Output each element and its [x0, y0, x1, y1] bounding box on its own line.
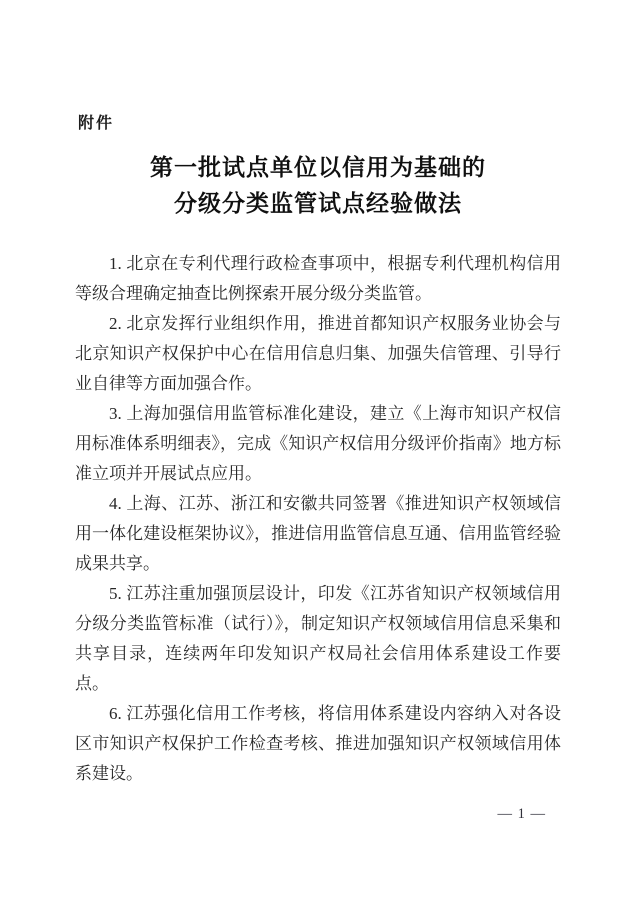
paragraph-5: 5. 江苏注重加强顶层设计，印发《江苏省知识产权领域信用分级分类监管标准（试行）》，制定知识产权领域信用信息采集和共享目录，连续两年印发知识产权局社会信用体系建设工作要点。 [75, 584, 561, 693]
document-title-line-1: 第一批试点单位以信用为基础的 [150, 155, 486, 180]
document-body [75, 249, 561, 789]
paragraph-3: 3. 上海加强信用监管标准化建设，建立《上海市知识产权信用标准体系明细表》，完成《知识产权信用分级评价指南》地方标准立项并开展试点应用。 [75, 404, 561, 483]
page-number: — 1 — [497, 806, 546, 822]
attachment-label: 附件 [78, 115, 115, 132]
paragraph-2: 2. 北京发挥行业组织作用，推进首都知识产权服务业协会与北京知识产权保护中心在信用信息归集、加强失信管理、引导行业自律等方面加强合作。 [75, 314, 561, 393]
paragraph-6: 6. 江苏强化信用工作考核，将信用体系建设内容纳入对各设区市知识产权保护工作检查考核、推进加强知识产权领域信用体系建设。 [75, 704, 561, 783]
document-title [0, 150, 636, 222]
paragraph-1: 1. 北京在专利代理行政检查事项中，根据专利代理机构信用等级合理确定抽查比例探索开展分级分类监管。 [75, 254, 561, 303]
document-title-line-2: 分级分类监管试点经验做法 [174, 191, 462, 216]
paragraph-4: 4. 上海、江苏、浙江和安徽共同签署《推进知识产权领域信用一体化建设框架协议》，推进信用监管信息互通、信用监管经验成果共享。 [75, 494, 561, 573]
